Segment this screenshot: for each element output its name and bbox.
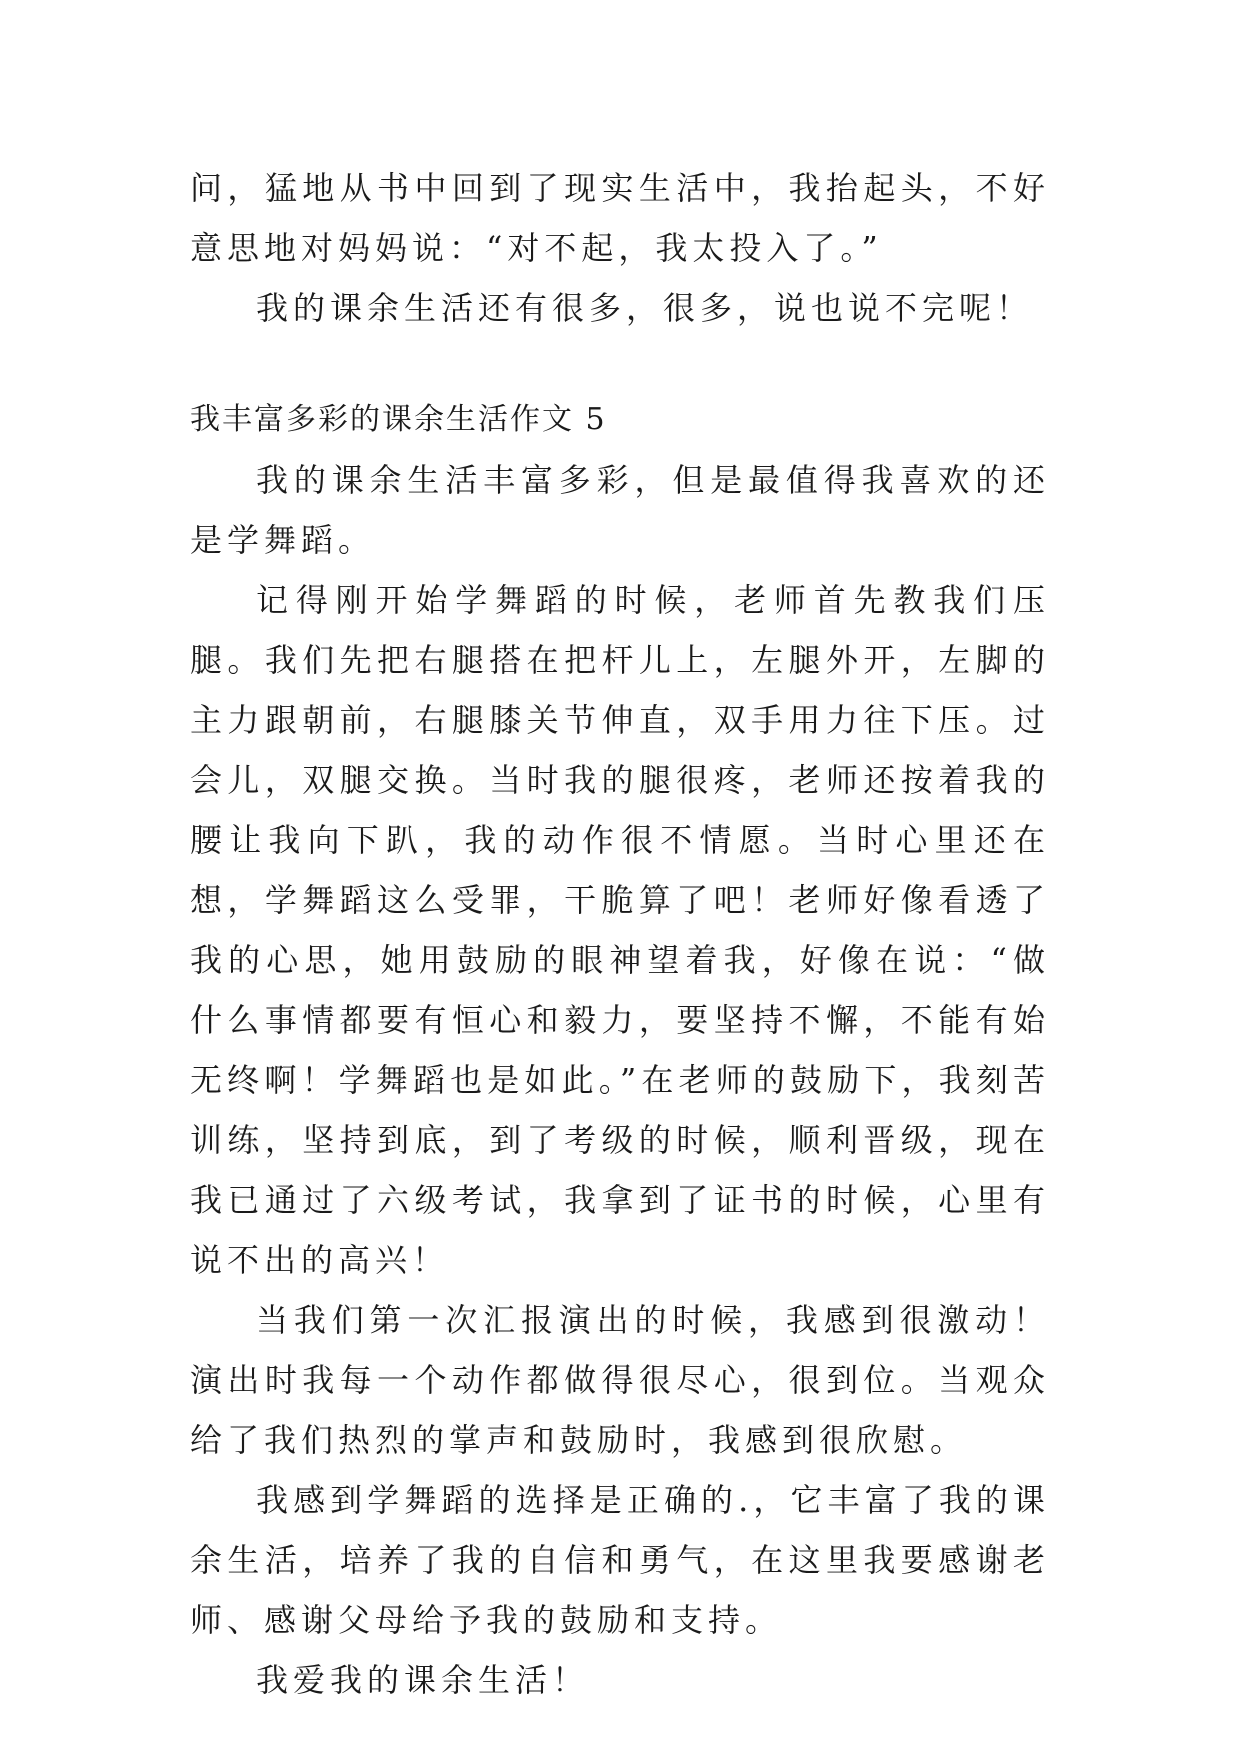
paragraph-4: 我感到学舞蹈的选择是正确的.，它丰富了我的课余生活，培养了我的自信和勇气，在这里我要感谢老师、感谢父母给予我的鼓励和支持。 [190,1481,1050,1639]
paragraph-5: 我爱我的课余生活！ [256,1661,590,1699]
section-spacer [190,338,1050,390]
paragraph-1: 我的课余生活丰富多彩，但是最值得我喜欢的还是学舞蹈。 [190,461,1050,559]
paragraph-3: 当我们第一次汇报演出的时候，我感到很激动！演出时我每一个动作都做得很尽心，很到位。当观众给了我们热烈的掌声和鼓励时，我感到很欣慰。 [190,1301,1050,1459]
document-body [190,158,1050,1710]
paragraph-2: 记得刚开始学舞蹈的时候，老师首先教我们压腿。我们先把右腿搭在把杆儿上，左腿外开，左脚的主力跟朝前，右腿膝关节伸直，双手用力往下压。过会儿，双腿交换。当时我的腿很疼，老师还按着我的腰让我向下趴，我的动作很不情愿。当时心里还在想，学舞蹈这么受罪，干脆算了吧！老师好像看透了我的心思，她用鼓励的眼神望着我，好像在说：“做什么事情都要有恒心和毅力，要坚持不懈，不能有始无终啊！学舞蹈也是如此。”在老师的鼓励下，我刻苦训练，坚持到底，到了考级的时候，顺利晋级，现在我已通过了六级考试，我拿到了证书的时候，心里有说不出的高兴！ [190,581,1050,1279]
section-title: 我丰富多彩的课余生活作文 5 [190,402,607,437]
closing-paragraph: 我的课余生活还有很多，很多，说也说不完呢！ [256,289,1034,327]
continued-paragraph: 问，猛地从书中回到了现实生活中，我抬起头，不好意思地对妈妈说：“对不起，我太投入了。” [190,169,1050,267]
